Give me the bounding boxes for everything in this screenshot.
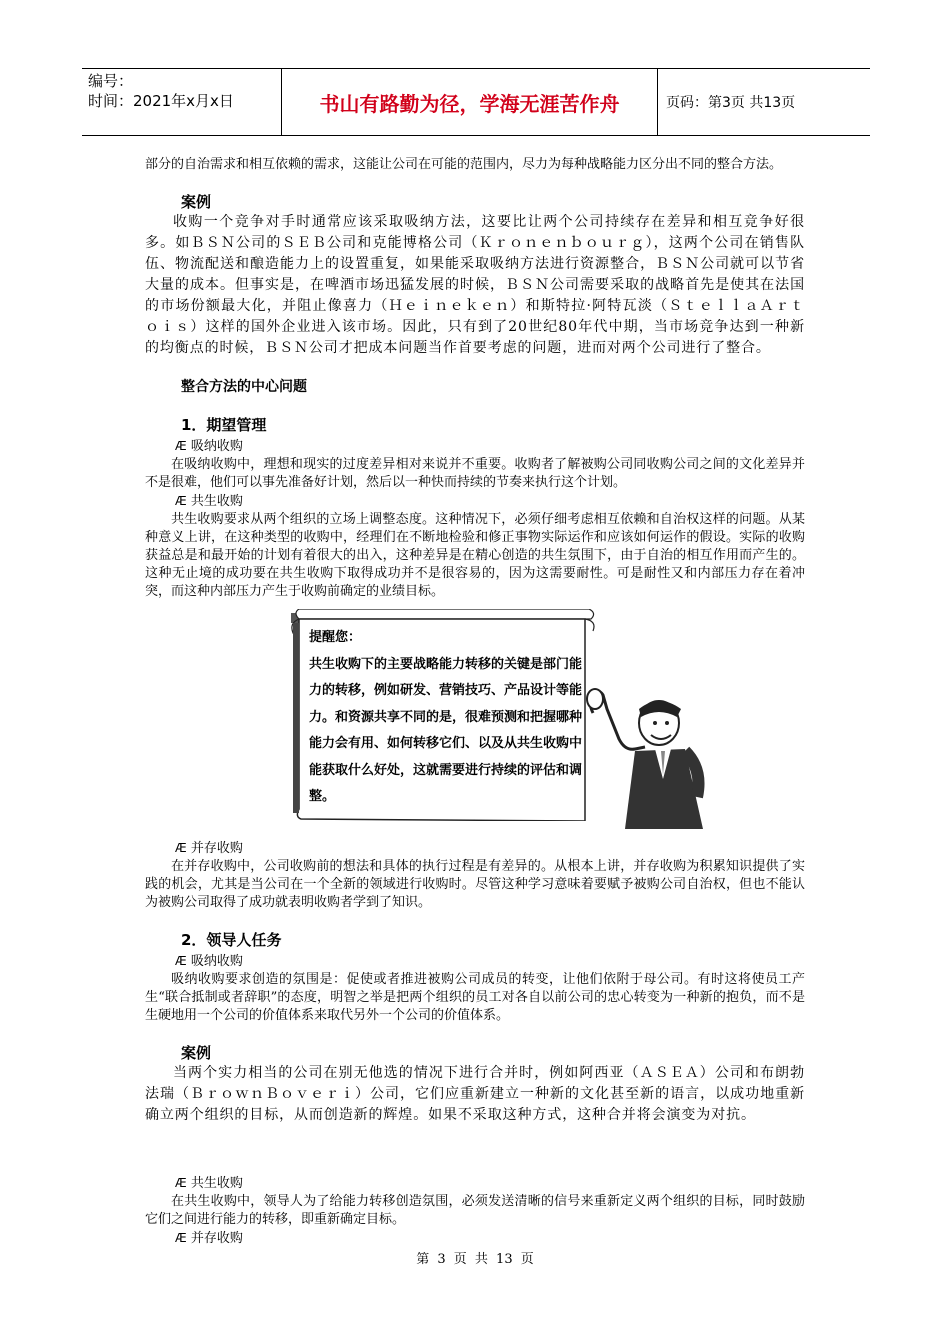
bullet-glyph: Æ: [175, 1231, 187, 1245]
part2-title: 2．领导人任务: [181, 931, 282, 949]
part1-preserve-text: 在并存收购中，公司收购前的想法和具体的执行过程是有差异的。从根本上讲，并存收购为积累知识提供了实践的机会，尤其是当公司在一个全新的领域进行收购时。尽管这种学习意味着要赋予被购公司自治权，但也不能认为被购公司取得了成功就表明收购者学到了知识。: [145, 859, 805, 910]
part2-symbiosis-text: 在共生收购中，领导人为了给能力转移创造氛围，必须发送清晰的信号来重新定义两个组织的目标，同时鼓励它们之间进行能力的转移，即重新确定目标。: [145, 1194, 805, 1227]
part1-absorb-label: 吸纳收购: [190, 439, 243, 454]
part2-preserve-label: 并存收购: [190, 1231, 243, 1246]
bullet-glyph: Æ: [175, 841, 187, 855]
header-motto: 书山有路勤为径，学海无涯苦作舟: [282, 69, 658, 135]
bullet-glyph: Æ: [175, 439, 187, 453]
part1-title: 1．期望管理: [181, 416, 267, 434]
reminder-note: [309, 625, 585, 811]
pointing-man-icon: [585, 679, 715, 829]
bullet-glyph: Æ: [175, 954, 187, 968]
page-body: [145, 156, 805, 1248]
part2-absorb-label: 吸纳收购: [190, 954, 243, 969]
part2-symbiosis-label: 共生收购: [190, 1176, 243, 1191]
part1-preserve-label: 并存收购: [190, 841, 243, 856]
code-label: 编号：: [88, 72, 134, 90]
part1-preserve-heading: [175, 839, 805, 858]
part2-absorb-heading: [175, 952, 805, 971]
bullet-glyph: Æ: [175, 1176, 187, 1190]
case1-text: 收购一个竞争对手时通常应该采取吸纳方法，这要比让两个公司持续存在差异和相互竞争好很多。如ＢＳＮ公司的ＳＥＢ公司和克能博格公司（Ｋｒｏｎｅｎｂｏｕｒｇ），这两个公司在销售队伍、物流配送和酿造能力上的设置重复，如果能采取吸纳方法进行资源整合，ＢＳＮ公司就可以节省大量的成本。但事实是，在啤酒市场迅猛发展的时候，ＢＳＮ公司需要采取的战略首先是使其在法国的市场份额最大化，并阻止像喜力（Ｈｅｉｎｅｋｅｎ）和斯特拉·阿特瓦淡（ＳｔｅｌｌａＡｒｔｏｉｓ）这样的国外企业进入该市场。因此，只有到了20世纪80年代中期，当市场竞争达到一种新的均衡点的时候，ＢＳＮ公司才把成本问题当作首要考虑的问题，进而对两个公司进行了整合。: [145, 214, 805, 356]
part1-symbiosis-label: 共生收购: [190, 494, 243, 509]
date-label: 时间：2021年x月x日: [88, 92, 234, 110]
reminder-illustration: [285, 609, 805, 829]
header-page-label: 页码：第3页 共13页: [666, 95, 796, 111]
case2-text: 当两个实力相当的公司在别无他选的情况下进行合并时，例如阿西亚（ＡＳＥＡ）公司和布朗勃法瑞（ＢｒｏｗｎＢｏｖｅｒｉ）公司，它们应重新建立一种新的文化甚至新的语言，以成功地重新确立两个组织的目标，从而创造新的辉煌。如果不采取这种方式，这种合并将会演变为对抗。: [145, 1065, 805, 1123]
part1-absorb-text: 在吸纳收购中，理想和现实的过度差异相对来说并不重要。收购者了解被购公司同收购公司之间的文化差异并不是很难，他们可以事先准备好计划，然后以一种快而持续的节奏来执行这个计划。: [145, 457, 805, 490]
case1-title: 案例: [181, 193, 212, 211]
reminder-text: 共生收购下的主要战略能力转移的关键是部门能力的转移，例如研发、营销技巧、产品设计等能力。和资源共享不同的是，很难预测和把握哪种能力会有用、如何转移它们、以及从共生收购中能获取什么好处，这就需要进行持续的评估和调整。: [309, 656, 583, 804]
section-title: 整合方法的中心问题: [181, 379, 307, 395]
part1-symbiosis-heading: [175, 492, 805, 511]
page-footer: 第 3 页 共 13 页: [416, 1252, 534, 1267]
intro-paragraph: 部分的自治需求和相互依赖的需求，这能让公司在可能的范围内，尽力为每种战略能力区分出不同的整合方法。: [145, 157, 783, 172]
page-header: [82, 68, 870, 136]
part2-absorb-text: 吸纳收购要求创造的氛围是：促使或者推进被购公司成员的转变，让他们依附于母公司。有时这将使员工产生“联合抵制或者辞职”的态度，明智之举是把两个组织的员工对各自以前公司的忠心转变为一种新的抱负，而不是生硬地用一个公司的价值体系来取代另外一个公司的价值体系。: [145, 972, 805, 1023]
part2-preserve-heading: [175, 1229, 805, 1248]
part1-absorb-heading: [175, 437, 805, 456]
part1-symbiosis-text: 共生收购要求从两个组织的立场上调整态度。这种情况下，必须仔细考虑相互依赖和自治权这样的问题。从某种意义上讲，在这种类型的收购中，经理们在不断地检验和修正事物实际运作和应该如何运作的假设。实际的收购获益总是和最开始的计划有着很大的出入，这种差异是在精心创造的共生氛围下，由于自治的相互作用而产生的。这种无止境的成功要在共生收购下取得成功并不是很容易的，因为这需要耐性。可是耐性又和内部压力存在着冲突，而这种内部压力产生于收购前确定的业绩目标。: [145, 512, 805, 599]
part2-symbiosis-heading: [175, 1174, 805, 1193]
header-meta: [82, 69, 282, 135]
bullet-glyph: Æ: [175, 494, 187, 508]
reminder-title: 提醒您：: [309, 630, 362, 645]
case2-title: 案例: [181, 1044, 212, 1062]
